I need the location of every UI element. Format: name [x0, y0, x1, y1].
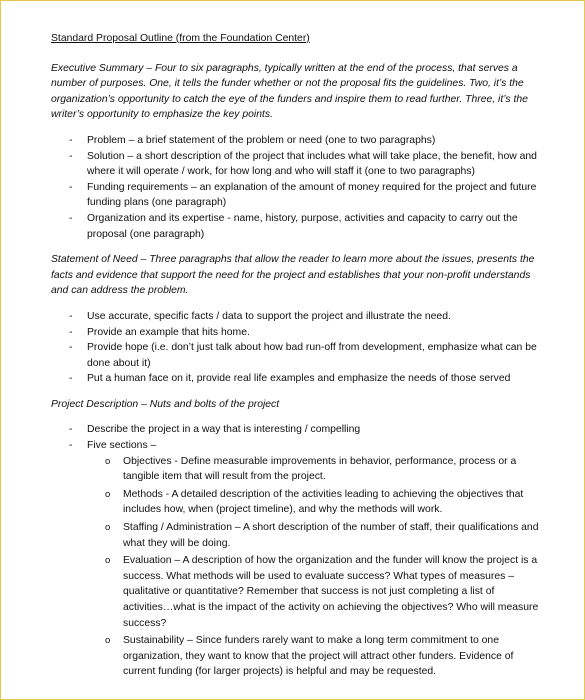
section-item-objectives: o Objectives - Define measurable improvements in behavior, performance, process or a tangible item that will result from the project.: [87, 454, 544, 485]
executive-summary-text: Four to six paragraphs, typically written at the end of the process, that serves a number of purposes. One, it tells the funder whether or not the proposal fits the guidelines. Two, it’s the organization’s opportunity to catch the eye of the funders and inspire them to read further. Three, it’s the writer’s opportunity to emphasize the key points.: [51, 62, 528, 121]
document-body: [51, 31, 544, 690]
list-item: - Problem – a brief statement of the problem or need (one to two paragraphs): [51, 133, 544, 149]
list-item: - Use accurate, specific facts / data to support the project and illustrate the need.: [51, 309, 544, 325]
list-item: - Provide hope (i.e. don’t just talk about how bad run-off from development, emphasize what can be done about it): [51, 340, 544, 371]
list-item: [51, 438, 544, 680]
section-item-evaluation: o Evaluation – A description of how the organization and the funder will know the project is a success. What methods will be used to evaluate success? What types of measures – qualitative or quantitative? Remember that success is not just completing a list of activities…what is the impact of the activity on achieving the objectives? Who will measure success?: [87, 553, 544, 631]
project-description-list: [51, 422, 544, 680]
five-sections-label: - Five sections –: [87, 440, 157, 452]
document-title: Standard Proposal Outline (from the Foundation Center): [51, 33, 310, 44]
project-description-paragraph: [51, 397, 544, 413]
executive-summary-heading: Executive Summary –: [51, 62, 153, 74]
statement-of-need-text: Three paragraphs that allow the reader to learn more about the issues, presents the facts and evidence that support the need for the project and establishes that your non-profit understands and can address the problem.: [51, 254, 535, 297]
five-sections-list: [87, 454, 544, 680]
list-item: - Provide an example that hits home.: [51, 325, 544, 341]
executive-summary-paragraph: [51, 61, 544, 123]
statement-of-need-paragraph: [51, 252, 544, 299]
section-item-sustainability: o Sustainability – Since funders rarely want to make a long term commitment to one organization, they want to know that the project will attract other funders. Evidence of current funding (for larger projects) is helpful and may be requested.: [87, 633, 544, 680]
list-item: - Organization and its expertise - name, history, purpose, activities and capacity to carry out the proposal (one paragraph): [51, 211, 544, 242]
statement-of-need-heading: Statement of Need –: [51, 254, 147, 266]
list-item: - Put a human face on it, provide real life examples and emphasize the needs of those served: [51, 371, 544, 387]
section-item-staffing: o Staffing / Administration – A short description of the number of staff, their qualifications and what they will be doing.: [87, 520, 544, 551]
project-description-text: Nuts and bolts of the project: [146, 398, 280, 410]
list-item: - Describe the project in a way that is interesting / compelling: [51, 422, 544, 438]
executive-summary-list: [51, 133, 544, 242]
section-item-methods: o Methods - A detailed description of the activities leading to achieving the objectives that includes how, when (project timeline), and why the methods will work.: [87, 487, 544, 518]
project-description-heading: Project Description –: [51, 398, 147, 410]
list-item: - Funding requirements – an explanation of the amount of money required for the project and future funding plans (one paragraph): [51, 180, 544, 211]
statement-of-need-list: [51, 309, 544, 387]
list-item: - Solution – a short description of the project that includes what will take place, the benefit, how and where it will operate / work, for how long and who will staff it (one to two paragraphs): [51, 149, 544, 180]
